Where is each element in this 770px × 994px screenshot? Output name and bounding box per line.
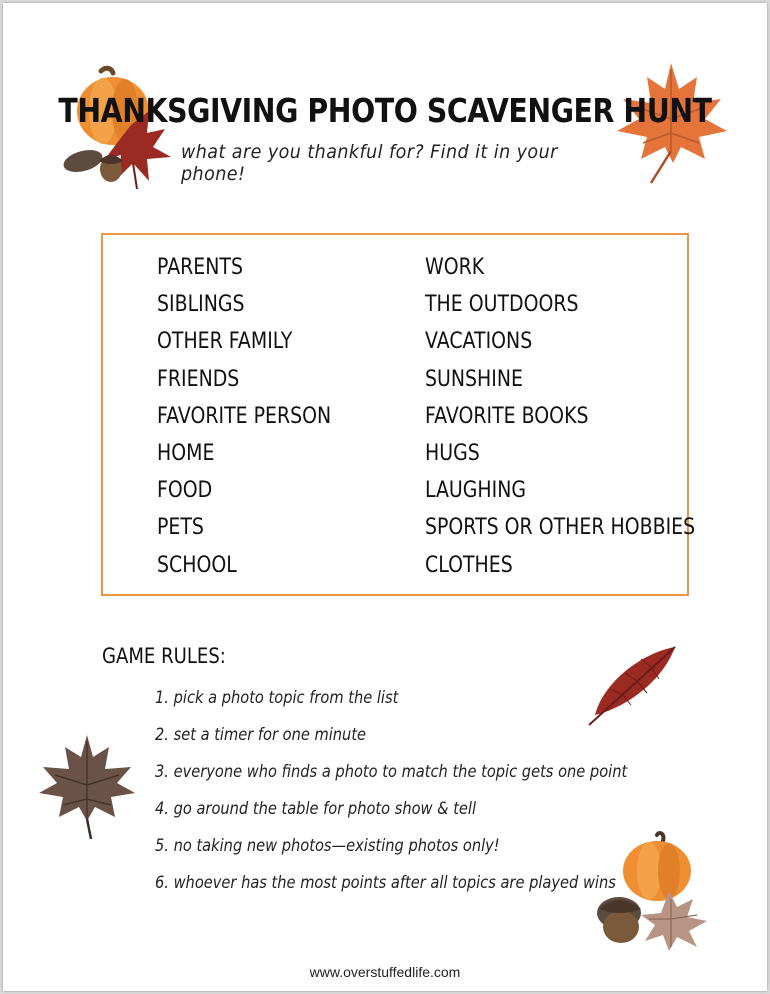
- red-leaf-icon: [581, 643, 681, 729]
- rules-heading: GAME RULES:: [102, 644, 226, 668]
- rule-item: 2. set a timer for one minute: [155, 725, 367, 745]
- topic-item: OTHER FAMILY: [157, 329, 293, 355]
- topic-item: HOME: [157, 440, 215, 466]
- pumpkin-cluster-bottom-right-icon: [593, 829, 715, 951]
- topic-item: SUNSHINE: [425, 366, 523, 392]
- topic-item: FAVORITE BOOKS: [425, 403, 589, 429]
- rule-item: 1. pick a photo topic from the list: [155, 688, 399, 708]
- topic-item: FAVORITE PERSON: [157, 403, 332, 429]
- rule-item: 4. go around the table for photo show & tell: [155, 799, 477, 819]
- topic-item: FRIENDS: [157, 366, 240, 392]
- topic-item: SPORTS OR OTHER HOBBIES: [425, 515, 696, 541]
- topic-item: PARENTS: [157, 255, 243, 280]
- topic-item: LAUGHING: [425, 478, 527, 504]
- topic-item: CLOTHES: [425, 552, 513, 578]
- topic-list-box: [101, 233, 696, 596]
- topic-item: VACATIONS: [425, 329, 533, 355]
- topic-column-left: [157, 249, 360, 584]
- page-title: THANKSGIVING PHOTO SCAVENGER HUNT: [58, 91, 712, 130]
- topic-item: SCHOOL: [157, 552, 237, 578]
- website-link[interactable]: www.overstuffedlife.com: [309, 964, 461, 980]
- page-subtitle: what are you thankful for? Find it in your phone!: [181, 141, 558, 185]
- topic-item: PETS: [157, 515, 204, 541]
- rule-item: 5. no taking new photos—existing photos only!: [155, 836, 500, 856]
- topic-item: WORK: [425, 255, 485, 280]
- rule-item: 6. whoever has the most points after all topics are played wins: [155, 873, 616, 893]
- brown-maple-leaf-icon: [35, 731, 139, 843]
- rule-item: 3. everyone who finds a photo to match the topic gets one point: [155, 762, 628, 782]
- printable-page: [3, 3, 767, 991]
- topic-item: HUGS: [425, 440, 480, 466]
- topic-item: SIBLINGS: [157, 292, 245, 318]
- topic-item: FOOD: [157, 478, 213, 504]
- topic-column-right: [425, 249, 739, 584]
- topic-item: THE OUTDOORS: [425, 292, 579, 318]
